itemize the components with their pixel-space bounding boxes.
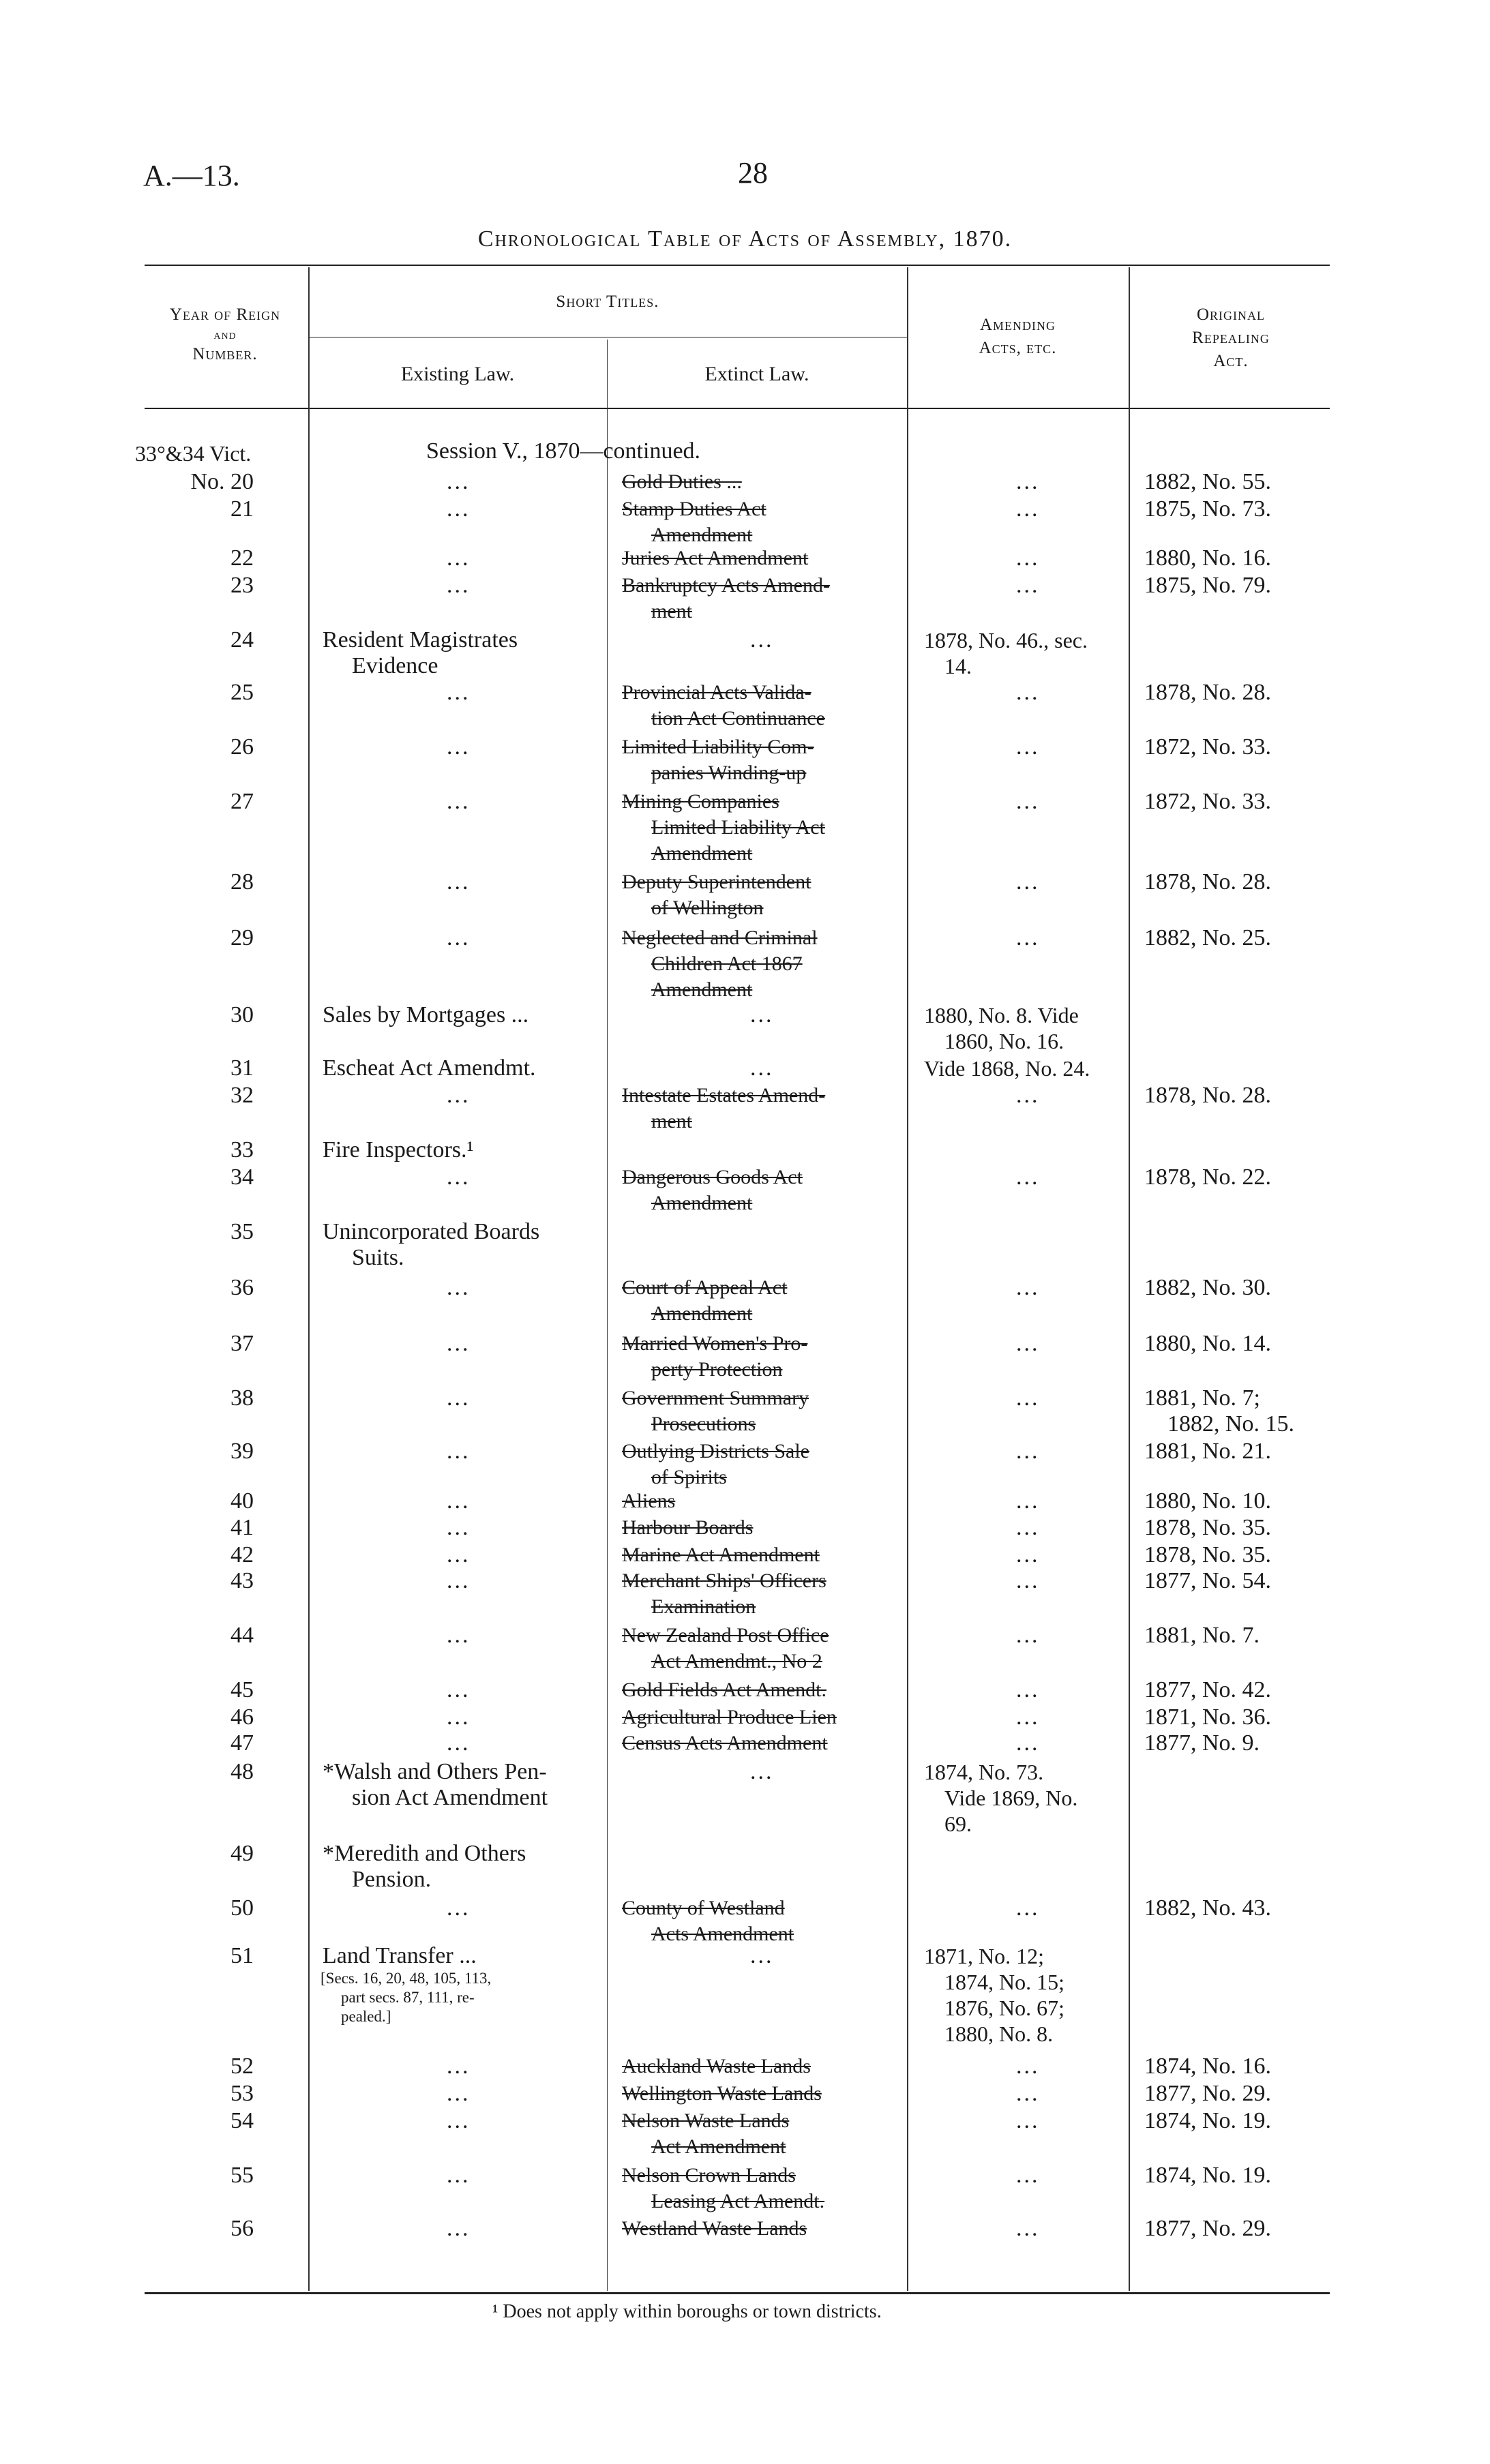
amending-empty: ... <box>1016 1165 1040 1190</box>
table-bottom-rule <box>145 2292 1330 2294</box>
extinct-law-text: of Spirits <box>651 1466 727 1488</box>
repealing-act-text: 1878, No. 28. <box>1144 1083 1272 1108</box>
footnote: ¹ Does not apply within boroughs or town districts. <box>492 2301 882 2322</box>
extinct-law-text: panies Winding-up <box>651 762 807 784</box>
row-number: 44 <box>230 1623 254 1648</box>
repealing-act-text: 1878, No. 22. <box>1144 1165 1272 1190</box>
existing-law-text: *Meredith and Others <box>323 1841 526 1866</box>
existing-law-empty: ... <box>447 734 471 760</box>
amending-empty: ... <box>1016 496 1040 522</box>
table-head-rule <box>145 408 1330 409</box>
extinct-law-text: Limited Liability Act <box>651 816 825 839</box>
row-number: 22 <box>230 545 254 571</box>
col-head-existing: Existing Law. <box>400 363 515 385</box>
repealing-act-text: 1882, No. 55. <box>1144 469 1272 494</box>
existing-law-text: Suits. <box>352 1245 404 1270</box>
reign-label: 33°&34 Vict. <box>135 441 252 466</box>
repealing-act-text: 1878, No. 35. <box>1144 1515 1272 1540</box>
row-number: 53 <box>230 2081 254 2106</box>
extinct-law-text: Stamp Duties Act <box>622 498 766 520</box>
existing-law-empty: ... <box>447 2081 471 2106</box>
existing-law-empty: ... <box>447 573 471 598</box>
document-code: A.—13. <box>143 159 240 192</box>
amending-empty: ... <box>1016 1542 1040 1567</box>
extinct-law-text: Amendment <box>651 842 753 865</box>
existing-law-empty: ... <box>447 1515 471 1540</box>
repealing-act-text: 1875, No. 73. <box>1144 496 1272 522</box>
repealing-act-text: 1881, No. 7; <box>1144 1385 1260 1411</box>
repealing-act-text: 1881, No. 21. <box>1144 1439 1272 1464</box>
extinct-law-text: Gold Duties ... <box>622 470 742 493</box>
extinct-law-text: Limited Liability Com- <box>622 736 814 758</box>
extinct-law-text: Nelson Crown Lands <box>622 2164 796 2187</box>
amending-act-text: 1874, No. 73. <box>924 1760 1044 1784</box>
amending-empty: ... <box>1016 1488 1040 1514</box>
existing-law-empty: ... <box>447 1568 471 1593</box>
extinct-law-text: Leasing Act Amendt. <box>651 2190 825 2212</box>
row-number: 56 <box>230 2216 254 2241</box>
repealing-act-text: 1882, No. 43. <box>1144 1895 1272 1921</box>
extinct-law-text: Nelson Waste Lands <box>622 2109 790 2132</box>
row-number: 38 <box>230 1385 254 1411</box>
row-number: 27 <box>230 789 254 814</box>
extinct-law-text: Provincial Acts Valida- <box>622 681 811 704</box>
extinct-law-empty: ... <box>750 627 774 652</box>
repealing-act-text: 1877, No. 29. <box>1144 2216 1272 2241</box>
existing-law-empty: ... <box>447 1439 471 1464</box>
existing-law-empty: ... <box>447 1623 471 1648</box>
extinct-law-text: Neglected and Criminal <box>622 927 818 949</box>
repealing-act-text: 1871, No. 36. <box>1144 1704 1272 1730</box>
existing-law-text: Resident Magistrates <box>323 627 518 652</box>
existing-law-empty: ... <box>447 1331 471 1356</box>
row-number: 32 <box>230 1083 254 1108</box>
existing-law-empty: ... <box>447 925 471 950</box>
repealing-act-text: 1880, No. 14. <box>1144 1331 1272 1356</box>
row-number: 21 <box>230 496 254 522</box>
extinct-law-text: perty Protection <box>651 1358 783 1381</box>
extinct-law-text: Juries Act Amendment <box>622 547 809 569</box>
extinct-law-text: Amendment <box>651 978 753 1001</box>
page-title: Chronological Table of Acts of Assembly, 1870. <box>477 226 1013 252</box>
amending-empty: ... <box>1016 2108 1040 2133</box>
extinct-law-text: Outlying Districts Sale <box>622 1440 809 1462</box>
repealing-act-text: 1872, No. 33. <box>1144 789 1272 814</box>
existing-law-note: part secs. 87, 111, re- <box>341 1989 475 2006</box>
row-number: 23 <box>230 573 254 598</box>
amending-act-text: 1860, No. 16. <box>944 1029 1064 1053</box>
extinct-law-text: Amendment <box>651 1192 753 1214</box>
extinct-law-text: Amendment <box>651 524 753 546</box>
col-divider-extinct <box>907 267 908 2291</box>
extinct-law-empty: ... <box>750 1055 774 1081</box>
amending-empty: ... <box>1016 1623 1040 1648</box>
repealing-act-text: 1878, No. 28. <box>1144 680 1272 705</box>
page-number: 28 <box>738 156 768 190</box>
row-number: 43 <box>230 1568 254 1593</box>
amending-empty: ... <box>1016 1385 1040 1411</box>
extinct-law-text: Prosecutions <box>651 1413 756 1435</box>
existing-law-text: Land Transfer ... <box>323 1943 477 1968</box>
row-number: 42 <box>230 1542 254 1567</box>
extinct-law-text: County of Westland <box>622 1897 785 1919</box>
row-number: No. 20 <box>190 469 254 494</box>
amending-act-text: 1878, No. 46., sec. <box>924 628 1088 652</box>
row-number: 24 <box>230 627 254 652</box>
repealing-act-text: 1877, No. 9. <box>1144 1730 1260 1756</box>
row-number: 28 <box>230 869 254 895</box>
amending-empty: ... <box>1016 925 1040 950</box>
amending-empty: ... <box>1016 869 1040 895</box>
repealing-act-text: 1874, No. 19. <box>1144 2163 1272 2188</box>
amending-act-text: 1874, No. 15; <box>944 1970 1064 1994</box>
row-number: 50 <box>230 1895 254 1921</box>
row-number: 36 <box>230 1275 254 1300</box>
extinct-law-text: Census Acts Amendment <box>622 1732 828 1754</box>
extinct-law-text: Court of Appeal Act <box>622 1276 788 1299</box>
amending-empty: ... <box>1016 1677 1040 1702</box>
amending-empty: ... <box>1016 573 1040 598</box>
row-number: 25 <box>230 680 254 705</box>
amending-act-text: 14. <box>944 654 972 678</box>
extinct-law-text: Westland Waste Lands <box>622 2217 807 2240</box>
existing-law-empty: ... <box>447 2216 471 2241</box>
row-number: 40 <box>230 1488 254 1514</box>
amending-empty: ... <box>1016 1704 1040 1730</box>
extinct-law-text: Dangerous Goods Act <box>622 1166 803 1188</box>
existing-law-note: [Secs. 16, 20, 48, 105, 113, <box>321 1970 492 1987</box>
existing-law-empty: ... <box>447 1385 471 1411</box>
extinct-law-text: Gold Fields Act Amendt. <box>622 1679 826 1701</box>
existing-law-empty: ... <box>447 2108 471 2133</box>
extinct-law-text: Government Summary <box>622 1387 809 1409</box>
row-number: 34 <box>230 1165 254 1190</box>
amending-empty: ... <box>1016 680 1040 705</box>
extinct-law-empty: ... <box>750 1943 774 1968</box>
extinct-law-text: Examination <box>651 1595 756 1618</box>
amending-empty: ... <box>1016 1515 1040 1540</box>
existing-law-text: Escheat Act Amendmt. <box>323 1055 536 1081</box>
row-number: 49 <box>230 1841 254 1866</box>
extinct-law-text: Wellington Waste Lands <box>622 2082 822 2105</box>
existing-law-empty: ... <box>447 1165 471 1190</box>
table-top-rule <box>145 265 1330 266</box>
extinct-law-text: ment <box>651 600 692 622</box>
repealing-act-text: 1874, No. 16. <box>1144 2054 1272 2079</box>
existing-law-empty: ... <box>447 680 471 705</box>
existing-law-empty: ... <box>447 545 471 571</box>
existing-law-empty: ... <box>447 2054 471 2079</box>
row-number: 46 <box>230 1704 254 1730</box>
existing-law-empty: ... <box>447 1488 471 1514</box>
extinct-law-empty: ... <box>750 1759 774 1784</box>
extinct-law-text: Mining Companies <box>622 790 779 813</box>
amending-empty: ... <box>1016 2216 1040 2241</box>
repealing-act-text: 1882, No. 30. <box>1144 1275 1272 1300</box>
extinct-law-text: Merchant Ships' Officers <box>622 1569 826 1592</box>
row-number: 51 <box>230 1943 254 1968</box>
extinct-law-text: Aliens <box>622 1490 676 1512</box>
amending-act-text: Vide 1869, No. <box>944 1786 1078 1810</box>
extinct-law-text: New Zealand Post Office <box>622 1624 829 1647</box>
existing-law-empty: ... <box>447 869 471 895</box>
repealing-act-text: 1875, No. 79. <box>1144 573 1272 598</box>
existing-law-empty: ... <box>447 789 471 814</box>
extinct-law-empty: ... <box>750 1002 774 1027</box>
extinct-law-text: of Wellington <box>651 897 764 919</box>
session-label: Session V., 1870—continued. <box>426 438 701 464</box>
col-head-year: Year of Reign and Number. <box>169 305 281 363</box>
col-divider-amending <box>1129 267 1130 2291</box>
amending-empty: ... <box>1016 789 1040 814</box>
existing-law-empty: ... <box>447 496 471 522</box>
row-number: 35 <box>230 1219 254 1244</box>
existing-law-text: Fire Inspectors.¹ <box>323 1137 474 1162</box>
extinct-law-text: Bankruptcy Acts Amend- <box>622 574 830 597</box>
existing-law-empty: ... <box>447 1542 471 1567</box>
existing-law-text: Unincorporated Boards <box>323 1219 540 1244</box>
amending-empty: ... <box>1016 1331 1040 1356</box>
existing-law-empty: ... <box>447 1704 471 1730</box>
extinct-law-text: Act Amendment <box>651 2135 786 2158</box>
amending-empty: ... <box>1016 1083 1040 1108</box>
row-number: 48 <box>230 1759 254 1784</box>
extinct-law-text: Auckland Waste Lands <box>622 2055 811 2077</box>
repealing-act-text: 1878, No. 35. <box>1144 1542 1272 1567</box>
repealing-act-text: 1877, No. 54. <box>1144 1568 1272 1593</box>
amending-empty: ... <box>1016 2081 1040 2106</box>
row-number: 29 <box>230 925 254 950</box>
repealing-act-text: 1882, No. 25. <box>1144 925 1272 950</box>
existing-law-empty: ... <box>447 1275 471 1300</box>
existing-law-empty: ... <box>447 2163 471 2188</box>
amending-act-text: 1880, No. 8. Vide <box>924 1003 1079 1027</box>
repealing-act-text: 1880, No. 10. <box>1144 1488 1272 1514</box>
amending-empty: ... <box>1016 1730 1040 1756</box>
row-number: 45 <box>230 1677 254 1702</box>
existing-law-text: sion Act Amendment <box>352 1785 548 1810</box>
existing-law-text: Pension. <box>352 1867 432 1892</box>
row-number: 39 <box>230 1439 254 1464</box>
amending-empty: ... <box>1016 2163 1040 2188</box>
extinct-law-text: Act Amendmt., No 2 <box>651 1650 822 1672</box>
row-number: 30 <box>230 1002 254 1027</box>
extinct-law-text: Agricultural Produce Lien <box>622 1706 837 1728</box>
extinct-law-text: Married Women's Pro- <box>622 1332 808 1355</box>
extinct-law-text: Marine Act Amendment <box>622 1544 820 1566</box>
extinct-law-text: Children Act 1867 <box>651 952 803 975</box>
amending-act-text: 1876, No. 67; <box>944 1996 1064 2020</box>
extinct-law-text: Acts Amendment <box>651 1923 794 1945</box>
repealing-act-text: 1874, No. 19. <box>1144 2108 1272 2133</box>
existing-law-empty: ... <box>447 1895 471 1921</box>
existing-law-note: pealed.] <box>341 2008 391 2025</box>
amending-empty: ... <box>1016 1439 1040 1464</box>
existing-law-text: *Walsh and Others Pen- <box>323 1759 547 1784</box>
existing-law-empty: ... <box>447 1083 471 1108</box>
row-number: 52 <box>230 2054 254 2079</box>
extinct-law-text: Intestate Estates Amend- <box>622 1084 826 1107</box>
amending-empty: ... <box>1016 1895 1040 1921</box>
col-head-extinct: Extinct Law. <box>704 363 809 385</box>
amending-empty: ... <box>1016 545 1040 571</box>
existing-law-empty: ... <box>447 1730 471 1756</box>
amending-empty: ... <box>1016 2054 1040 2079</box>
repealing-act-text: 1878, No. 28. <box>1144 869 1272 895</box>
extinct-law-text: tion Act Continuance <box>651 707 825 730</box>
amending-empty: ... <box>1016 1568 1040 1593</box>
existing-law-empty: ... <box>447 469 471 494</box>
amending-act-text: 69. <box>944 1812 972 1836</box>
amending-act-text: 1880, No. 8. <box>944 2022 1054 2046</box>
extinct-law-text: ment <box>651 1110 692 1132</box>
col-divider-existing <box>607 340 608 2291</box>
existing-law-text: Sales by Mortgages ... <box>323 1002 529 1027</box>
amending-empty: ... <box>1016 1275 1040 1300</box>
extinct-law-text: Amendment <box>651 1302 753 1325</box>
repealing-act-text: 1882, No. 15. <box>1167 1411 1295 1437</box>
row-number: 54 <box>230 2108 254 2133</box>
repealing-act-text: 1881, No. 7. <box>1144 1623 1260 1648</box>
row-number: 33 <box>230 1137 254 1162</box>
row-number: 41 <box>230 1515 254 1540</box>
repealing-act-text: 1872, No. 33. <box>1144 734 1272 760</box>
extinct-law-text: Deputy Superintendent <box>622 871 811 893</box>
row-number: 55 <box>230 2163 254 2188</box>
repealing-act-text: 1877, No. 29. <box>1144 2081 1272 2106</box>
amending-act-text: 1871, No. 12; <box>924 1944 1044 1968</box>
row-number: 31 <box>230 1055 254 1081</box>
extinct-law-text: Harbour Boards <box>622 1516 754 1539</box>
existing-law-empty: ... <box>447 1677 471 1702</box>
existing-law-text: Evidence <box>352 653 438 678</box>
repealing-act-text: 1877, No. 42. <box>1144 1677 1272 1702</box>
col-head-short-titles: Short Titles. <box>556 292 659 311</box>
repealing-act-text: 1880, No. 16. <box>1144 545 1272 571</box>
amending-empty: ... <box>1016 469 1040 494</box>
row-number: 26 <box>230 734 254 760</box>
col-head-repealing: Original Repealing Act. <box>1192 305 1270 370</box>
row-number: 37 <box>230 1331 254 1356</box>
amending-act-text: Vide 1868, No. 24. <box>924 1056 1090 1081</box>
col-divider-year <box>308 267 310 2291</box>
row-number: 47 <box>230 1730 254 1756</box>
amending-empty: ... <box>1016 734 1040 760</box>
col-head-amending: Amending Acts, etc. <box>979 316 1057 357</box>
